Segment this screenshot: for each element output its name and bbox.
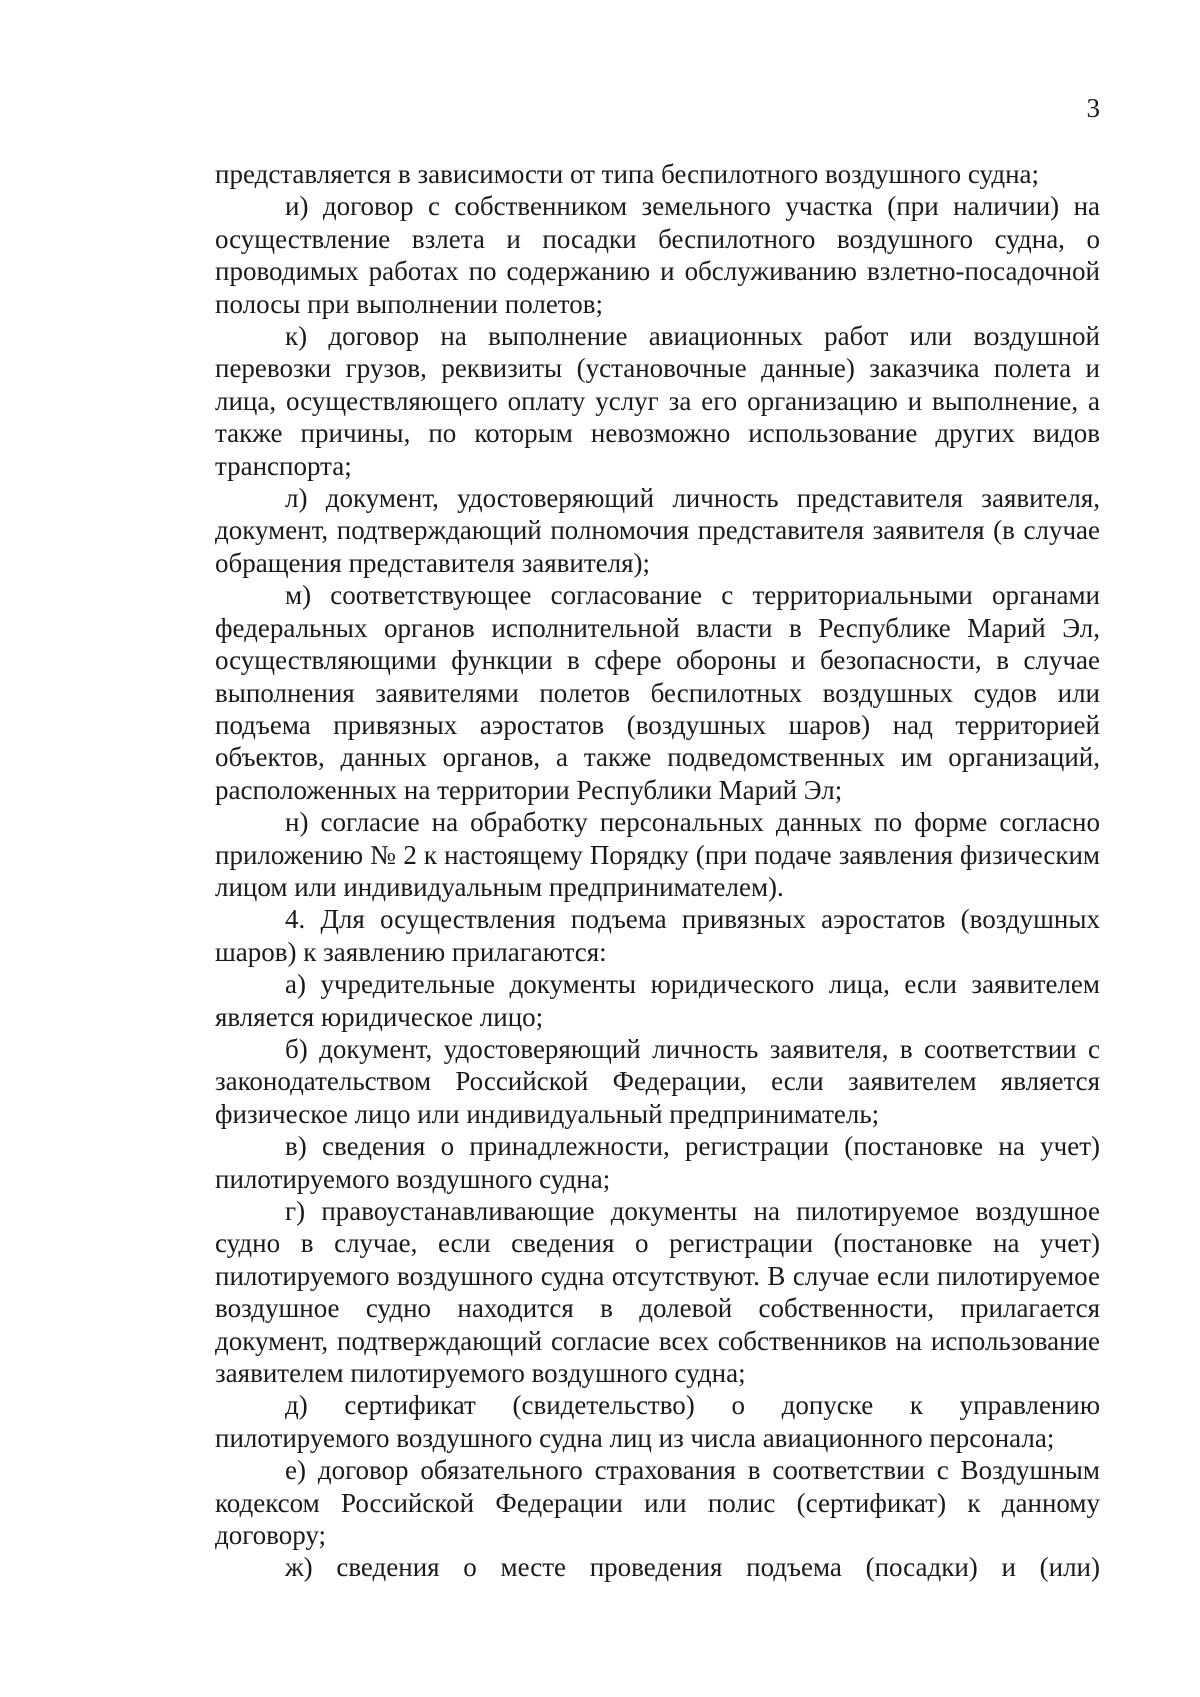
paragraph-item-d: д) сертификат (свидетельство) о допуске к управлению пилотируемого воздушного судна лиц из числа авиационного персонала;	[215, 1390, 1100, 1453]
paragraph-item-i: и) договор с собственником земельного участка (при наличии) на осуществление взлета и посадки беспилотного воздушного судна, о проводимых работах по содержанию и обслуживанию взлетно-посадочной полосы при выполнении полетов;	[215, 191, 1100, 319]
paragraph-section-4: 4. Для осуществления подъема привязных аэростатов (воздушных шаров) к заявлению прилагаются:	[215, 904, 1100, 967]
paragraph-item-a: а) учредительные документы юридического лица, если заявителем является юридическое лицо;	[215, 969, 1100, 1032]
paragraph-item-m: м) соответствующее согласование с территориальными органами федеральных органов исполнительной власти в Республике Марий Эл, осуществляющими функции в сфере обороны и безопасности, в случае выполнения заявителями полетов беспилотных воздушных судов или подъема привязных аэростатов (воздушных шаров) над территорией объектов, данных органов, а также подведомственных им организаций, расположенных на территории Республики Марий Эл;	[215, 580, 1100, 805]
paragraph-item-b: б) документ, удостоверяющий личность заявителя, в соответствии с законодательством Российской Федерации, если заявителем является физическое лицо или индивидуальный предприниматель;	[215, 1033, 1100, 1129]
paragraph-item-k: к) договор на выполнение авиационных работ или воздушной перевозки грузов, реквизиты (установочные данные) заказчика полета и лица, осуществляющего оплату услуг за его организацию и выполнение, а также причины, по которым невозможно использование других видов транспорта;	[215, 321, 1100, 481]
paragraph-item-zh: ж) сведения о месте проведения подъема (посадки) и (или)	[285, 1552, 1100, 1583]
document-body	[215, 158, 1100, 1584]
paragraph-item-e: е) договор обязательного страхования в соответствии с Воздушным кодексом Российской Федерации или полис (сертификат) к данному договору;	[215, 1455, 1100, 1551]
paragraph-item-g: г) правоустанавливающие документы на пилотируемое воздушное судно в случае, если сведения о регистрации (постановке на учет) пилотируемого воздушного судна отсутствуют. В случае если пилотируемое воздушное судно находится в долевой собственности, прилагается документ, подтверждающий согласие всех собственников на использование заявителем пилотируемого воздушного судна;	[215, 1196, 1100, 1389]
paragraph-continuation: представляется в зависимости от типа беспилотного воздушного судна;	[215, 159, 1040, 189]
paragraph-item-l: л) документ, удостоверяющий личность представителя заявителя, документ, подтверждающий полномочия представителя заявителя (в случае обращения представителя заявителя);	[215, 483, 1100, 578]
paragraph-item-n: н) согласие на обработку персональных данных по форме согласно приложению № 2 к настоящему Порядку (при подаче заявления физическим лицом или индивидуальным предпринимателем).	[215, 807, 1100, 902]
page-number: 3	[1086, 93, 1100, 123]
paragraph-item-v: в) сведения о принадлежности, регистрации (постановке на учет) пилотируемого воздушного судна;	[215, 1131, 1100, 1194]
